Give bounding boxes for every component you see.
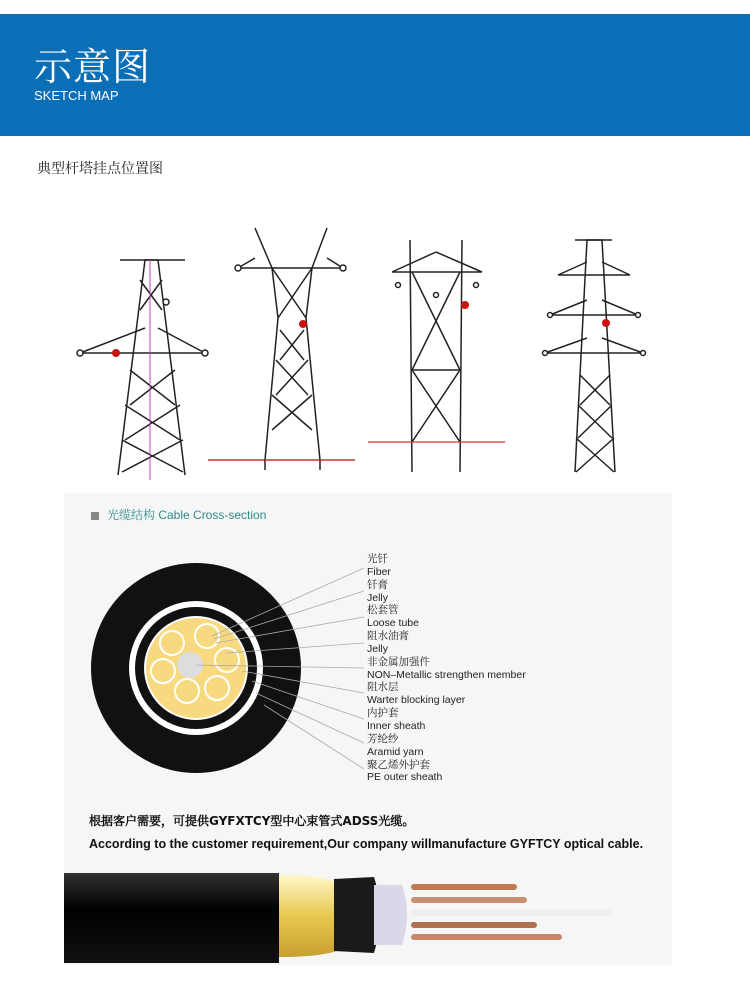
- legend-label: NON–Metallic strengthen member: [367, 668, 526, 681]
- legend-label: 松套管: [367, 604, 399, 617]
- page-subtitle: SKETCH MAP: [34, 88, 119, 103]
- legend-label: Loose tube: [367, 617, 419, 630]
- note-english: According to the customer requirement,Our company willmanufacture GYFTCY optical cable.: [89, 837, 644, 851]
- section-title: 典型杆塔挂点位置图: [37, 161, 163, 177]
- legend-label: 芳纶纱: [367, 732, 399, 745]
- legend-label: 钎膏: [367, 578, 388, 591]
- legend-label: 聚乙烯外护套: [367, 758, 430, 771]
- tower-3: [368, 240, 505, 472]
- cross-section-legend: [367, 553, 526, 784]
- legend-label: Inner sheath: [367, 719, 426, 732]
- tower-2: [208, 228, 355, 470]
- legend-label: 光钎: [367, 553, 388, 565]
- legend-label: 内护套: [367, 707, 399, 720]
- note-chinese: 根据客户需要，可提供GYFXTCY型中心束管式ADSS光缆。: [89, 814, 415, 828]
- cross-section-title-text: 光缆结构 Cable Cross-section: [107, 508, 267, 522]
- tower-illustrations: [0, 210, 750, 490]
- legend-label: Jelly: [367, 642, 389, 655]
- legend-label: Jelly: [367, 591, 389, 604]
- legend-label: Fiber: [367, 565, 391, 578]
- legend-label: Aramid yarn: [367, 745, 424, 758]
- legend-label: 阻水油膏: [367, 630, 409, 643]
- cable-cross-section-panel: [64, 493, 672, 965]
- page-header: [0, 14, 750, 136]
- legend-label: 非金属加强件: [367, 655, 430, 668]
- page-title: 示意图: [34, 45, 152, 89]
- legend-label: Warter blocking layer: [367, 694, 466, 707]
- tower-1: [77, 260, 208, 480]
- cable-illustration: [64, 865, 672, 965]
- tower-4: [543, 240, 646, 472]
- tower-diagrams: [0, 210, 750, 490]
- legend-label: PE outer sheath: [367, 771, 443, 784]
- legend-label: 阻水层: [367, 681, 399, 694]
